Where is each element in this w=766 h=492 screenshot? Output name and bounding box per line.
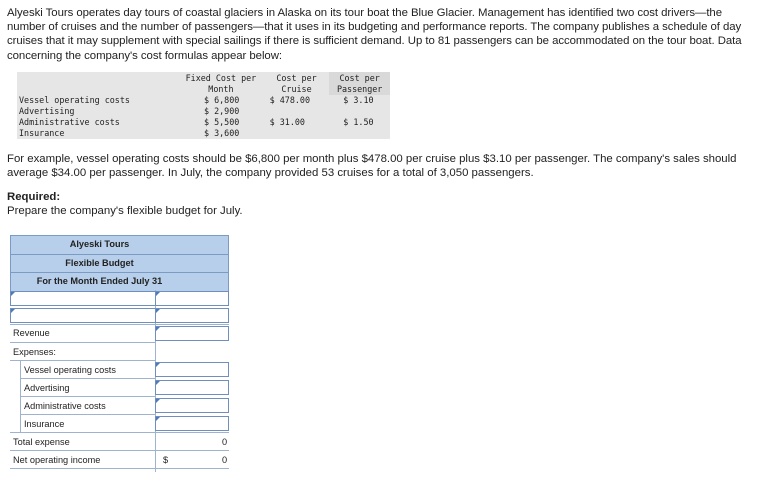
worksheet-company: Alyeski Tours <box>11 236 228 255</box>
header-label-input-1[interactable] <box>10 291 156 306</box>
required-instruction: Prepare the company's flexible budget for July. <box>7 205 243 217</box>
total-expense-label: Total expense <box>13 437 70 447</box>
problem-intro: Alyeski Tours operates day tours of coastal glaciers in Alaska on its tour boat the Blue Glacier. Management has identified two cost drivers—the number of cruises and the number of passengers—that it uses in its budgeting and performance reports. The company publishes a schedule of day cruises that it may supplement with special sailings if there is sufficient demand. Up to 81 passengers can be accommodated on the tour boat. Data concerning the company's cost formulas appear below: <box>7 7 742 62</box>
expenses-label: Expenses: <box>13 347 56 357</box>
worksheet-title: Flexible Budget <box>11 255 228 274</box>
header-fixed-cost: Fixed Cost per Month <box>185 73 257 94</box>
cost-table-header <box>17 72 390 95</box>
advertising-label: Advertising <box>24 383 70 393</box>
header-value-input-1[interactable] <box>155 291 229 306</box>
header-label-input-2[interactable] <box>10 308 156 323</box>
cost-row-advertising: Advertising $ 2,900 <box>19 106 240 117</box>
worksheet-header <box>10 235 229 292</box>
net-income-value: 0 <box>222 455 228 465</box>
header-cost-per-passenger: Cost per Passenger <box>329 72 390 95</box>
revenue-label: Revenue <box>13 328 50 338</box>
cost-row-administrative: Administrative costs $ 5,500 $ 31.00 $ 1.50 <box>19 116 374 127</box>
insurance-input[interactable] <box>155 416 229 431</box>
cost-row-vessel: Vessel operating costs $ 6,800 $ 478.00 $ 3.10 <box>19 95 374 106</box>
vessel-costs-input[interactable] <box>155 362 229 377</box>
vessel-costs-label: Vessel operating costs <box>24 365 116 375</box>
required-heading: Required: <box>7 191 61 203</box>
currency-symbol: $ <box>163 455 169 465</box>
administrative-costs-label: Administrative costs <box>24 401 106 411</box>
net-income-label: Net operating income <box>13 455 101 465</box>
header-cost-per-cruise: Cost per Cruise <box>276 73 317 94</box>
total-expense-value: 0 <box>222 437 228 447</box>
worksheet-period: For the Month Ended July 31 <box>36 276 163 287</box>
advertising-input[interactable] <box>155 380 229 395</box>
cost-formula-table <box>17 72 390 139</box>
administrative-costs-input[interactable] <box>155 398 229 413</box>
example-paragraph: For example, vessel operating costs should be $6,800 per month plus $478.00 per cruise plus $3.10 per passenger. The company's sales should average $34.00 per passenger. In July, the company provided 53 cruises for a total of 3,050 passengers. <box>7 153 737 180</box>
flexible-budget-worksheet <box>10 235 230 465</box>
cost-row-insurance: Insurance $ 3,600 <box>19 127 240 138</box>
insurance-label: Insurance <box>24 419 65 429</box>
revenue-input[interactable] <box>155 326 229 341</box>
header-value-input-2[interactable] <box>155 308 229 323</box>
